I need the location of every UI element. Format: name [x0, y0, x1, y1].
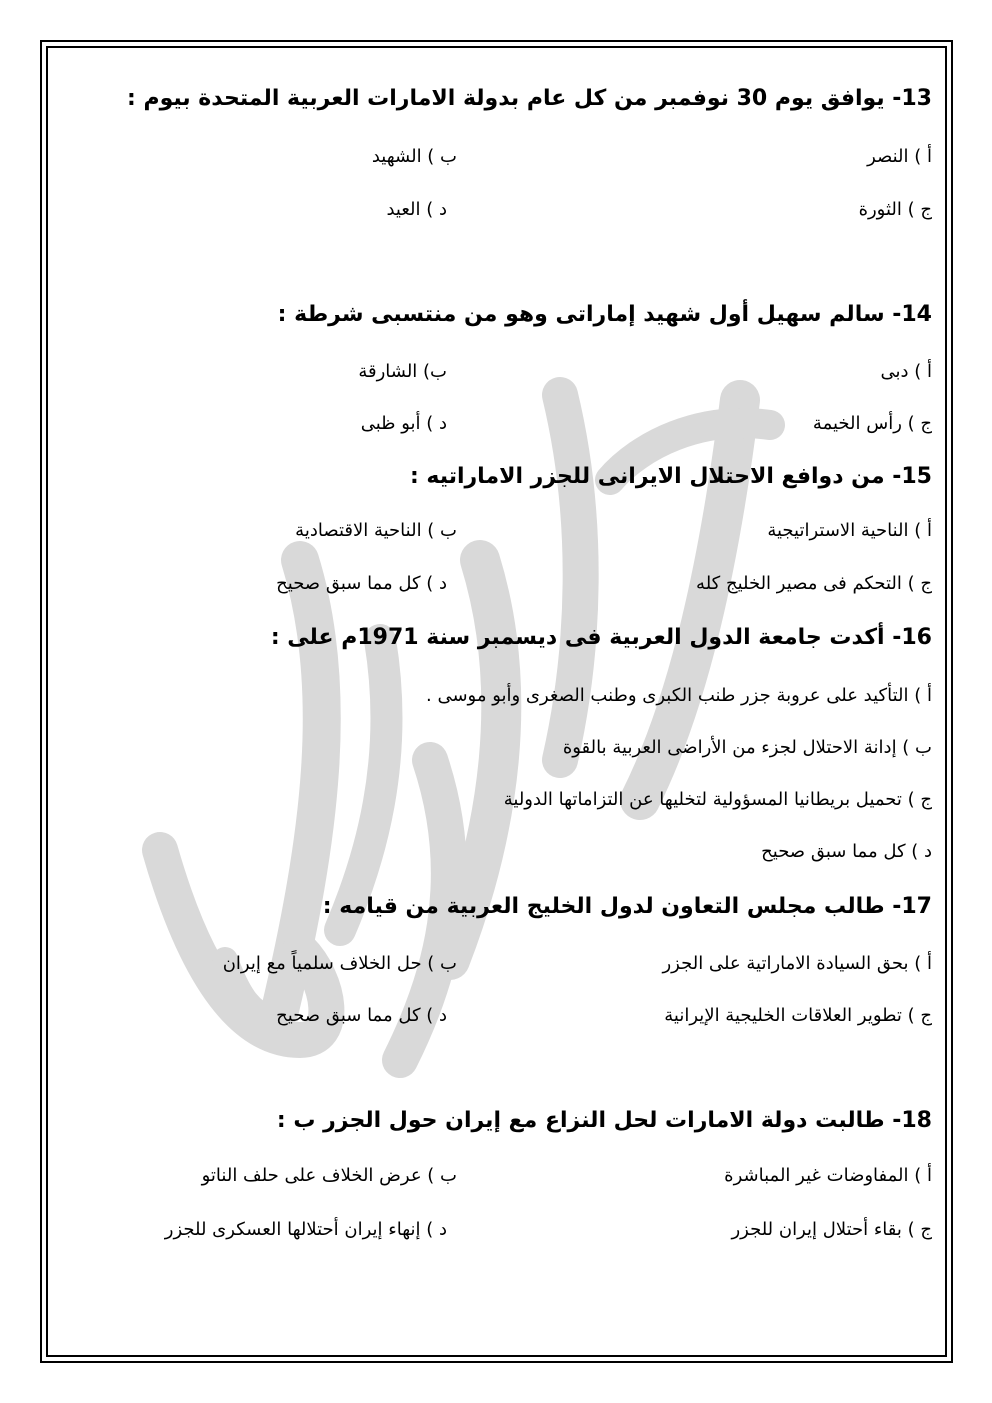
question-17-option-c: ج ) تطوير العلاقات الخليجية الإيرانية: [664, 1005, 932, 1026]
question-15-title: 15- من دوافع الاحتلال الايرانى للجزر الاماراتيه :: [409, 464, 932, 489]
question-16-option-a: أ ) التأكيد على عروبة جزر طنب الكبرى وطنب الصغرى وأبو موسى .: [426, 685, 932, 706]
question-18-option-d: د ) إنهاء إيران أحتلالها العسكرى للجزر: [164, 1219, 447, 1240]
question-18-option-a: أ ) المفاوضات غير المباشرة: [724, 1165, 932, 1186]
question-14-option-a: أ ) دبى: [880, 361, 932, 382]
question-17-option-b: ب ) حل الخلاف سلمياً مع إيران: [222, 953, 457, 974]
question-13-option-c: ج ) الثورة: [858, 199, 932, 220]
question-13-option-d: د ) العيد: [386, 199, 447, 220]
question-17-option-a: أ ) بحق السيادة الاماراتية على الجزر: [662, 953, 932, 974]
question-14-option-d: د ) أبو ظبى: [360, 413, 447, 434]
question-18-title: 18- طالبت دولة الامارات لحل النزاع مع إيران حول الجزر ب :: [276, 1108, 932, 1133]
question-16-option-b: ب ) إدانة الاحتلال لجزء من الأراضى العربية بالقوة: [562, 737, 932, 758]
question-13-option-b: ب ) الشهيد: [371, 146, 457, 167]
question-17-title: 17- طالب مجلس التعاون لدول الخليج العربية من قيامه :: [322, 894, 932, 919]
question-14-option-c: ج ) رأس الخيمة: [812, 413, 932, 434]
question-18-option-c: ج ) بقاء أحتلال إيران للجزر: [731, 1219, 932, 1240]
question-15-option-d: د ) كل مما سبق صحيح: [276, 573, 447, 594]
question-16-option-d: د ) كل مما سبق صحيح: [761, 841, 932, 862]
question-13-title: 13- يوافق يوم 30 نوفمبر من كل عام بدولة الامارات العربية المتحدة بيوم :: [127, 86, 932, 111]
question-17-option-d: د ) كل مما سبق صحيح: [276, 1005, 447, 1026]
question-18-option-b: ب ) عرض الخلاف على حلف الناتو: [201, 1165, 457, 1186]
question-16-option-c: ج ) تحميل بريطانيا المسؤولية لتخليها عن التزاماتها الدولية: [503, 789, 932, 810]
question-15-option-c: ج ) التحكم فى مصير الخليج كله: [696, 573, 932, 594]
question-14-option-b: ب) الشارقة: [358, 361, 447, 382]
question-15-option-b: ب ) الناحية الاقتصادية: [295, 520, 457, 541]
question-14-title: 14- سالم سهيل أول شهيد إماراتى وهو من منتسبى شرطة :: [277, 302, 932, 327]
question-15-option-a: أ ) الناحية الاستراتيجية: [767, 520, 932, 541]
question-16-title: 16- أكدت جامعة الدول العربية فى ديسمبر سنة 1971م على :: [270, 625, 932, 650]
question-13-option-a: أ ) النصر: [867, 146, 932, 167]
